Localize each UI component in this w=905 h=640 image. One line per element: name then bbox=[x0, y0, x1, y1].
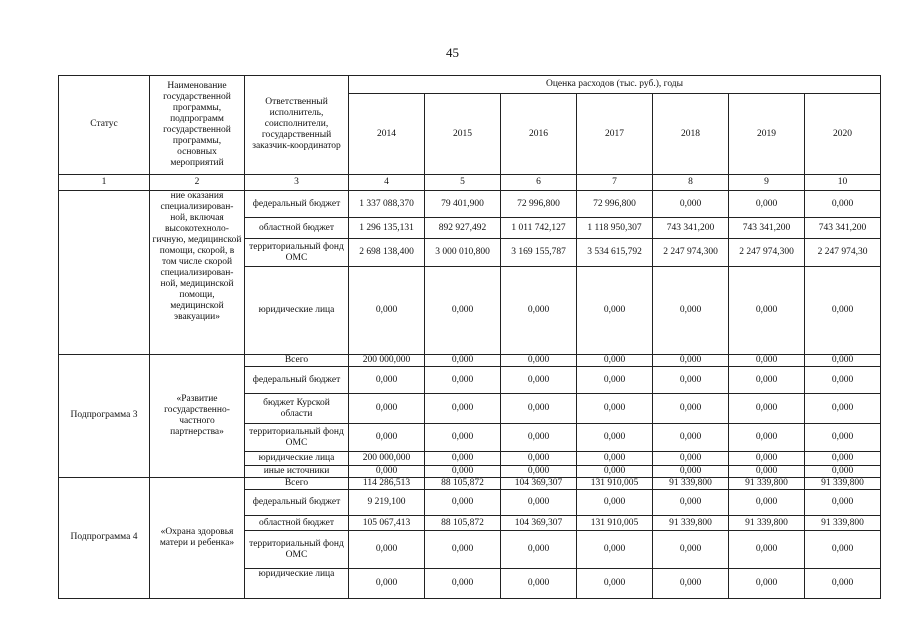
value-cell: 743 341,200 bbox=[653, 218, 729, 238]
table-row bbox=[59, 477, 881, 489]
source-label: юридические лица bbox=[245, 452, 349, 465]
value-cell: 0,000 bbox=[425, 465, 501, 477]
block1-status bbox=[59, 190, 150, 354]
value-cell: 0,000 bbox=[805, 190, 881, 217]
value-cell: 0,000 bbox=[805, 452, 881, 465]
value-cell: 0,000 bbox=[729, 366, 805, 393]
value-cell: 0,000 bbox=[501, 465, 577, 477]
value-cell: 0,000 bbox=[653, 452, 729, 465]
value-cell: 0,000 bbox=[729, 354, 805, 366]
header-year: 2015 bbox=[425, 94, 501, 174]
value-cell: 0,000 bbox=[425, 530, 501, 569]
value-cell: 88 105,872 bbox=[425, 516, 501, 530]
value-cell: 0,000 bbox=[349, 530, 425, 569]
value-cell: 0,000 bbox=[425, 490, 501, 516]
header-name: Наименование государственной программы, подпрограмм государственной программы, основных мероприятий bbox=[150, 76, 245, 175]
value-cell: 91 339,800 bbox=[653, 516, 729, 530]
value-cell: 0,000 bbox=[729, 490, 805, 516]
value-cell: 0,000 bbox=[653, 569, 729, 599]
value-cell: 200 000,000 bbox=[349, 452, 425, 465]
value-cell: 0,000 bbox=[425, 366, 501, 393]
value-cell: 0,000 bbox=[349, 366, 425, 393]
header-year: 2019 bbox=[729, 94, 805, 174]
value-cell: 2 247 974,300 bbox=[653, 238, 729, 266]
block2-status: Подпрограмма 3 bbox=[59, 354, 150, 477]
value-cell: 0,000 bbox=[653, 530, 729, 569]
value-cell: 72 996,800 bbox=[577, 190, 653, 217]
value-cell: 3 169 155,787 bbox=[501, 238, 577, 266]
value-cell: 0,000 bbox=[653, 354, 729, 366]
value-cell: 0,000 bbox=[501, 267, 577, 355]
value-cell: 2 247 974,30 bbox=[805, 238, 881, 266]
value-cell: 0,000 bbox=[577, 569, 653, 599]
value-cell: 0,000 bbox=[729, 190, 805, 217]
column-number: 8 bbox=[653, 174, 729, 190]
value-cell: 0,000 bbox=[501, 354, 577, 366]
value-cell: 743 341,200 bbox=[729, 218, 805, 238]
value-cell: 0,000 bbox=[653, 366, 729, 393]
value-cell: 72 996,800 bbox=[501, 190, 577, 217]
column-number: 5 bbox=[425, 174, 501, 190]
value-cell: 0,000 bbox=[653, 190, 729, 217]
value-cell: 0,000 bbox=[349, 465, 425, 477]
table-row bbox=[59, 354, 881, 366]
value-cell: 0,000 bbox=[425, 569, 501, 599]
source-label: областной бюджет bbox=[245, 516, 349, 530]
value-cell: 0,000 bbox=[577, 530, 653, 569]
value-cell: 0,000 bbox=[577, 267, 653, 355]
source-label: территориальный фонд ОМС bbox=[245, 530, 349, 569]
value-cell: 3 534 615,792 bbox=[577, 238, 653, 266]
value-cell: 105 067,413 bbox=[349, 516, 425, 530]
source-label: бюджет Курской области bbox=[245, 394, 349, 424]
source-label: федеральный бюджет bbox=[245, 366, 349, 393]
value-cell: 200 000,000 bbox=[349, 354, 425, 366]
value-cell: 0,000 bbox=[729, 394, 805, 424]
column-number: 9 bbox=[729, 174, 805, 190]
value-cell: 2 247 974,300 bbox=[729, 238, 805, 266]
source-label: Всего bbox=[245, 477, 349, 489]
value-cell: 0,000 bbox=[805, 465, 881, 477]
value-cell: 79 401,900 bbox=[425, 190, 501, 217]
value-cell: 0,000 bbox=[805, 394, 881, 424]
value-cell: 0,000 bbox=[349, 423, 425, 451]
header-year: 2014 bbox=[349, 94, 425, 174]
source-label: территориальный фонд ОМС bbox=[245, 423, 349, 451]
column-number: 2 bbox=[150, 174, 245, 190]
value-cell: 91 339,800 bbox=[653, 477, 729, 489]
value-cell: 0,000 bbox=[805, 530, 881, 569]
value-cell: 1 296 135,131 bbox=[349, 218, 425, 238]
value-cell: 0,000 bbox=[729, 267, 805, 355]
value-cell: 9 219,100 bbox=[349, 490, 425, 516]
value-cell: 0,000 bbox=[425, 452, 501, 465]
value-cell: 114 286,513 bbox=[349, 477, 425, 489]
column-number: 6 bbox=[501, 174, 577, 190]
value-cell: 0,000 bbox=[577, 354, 653, 366]
value-cell: 104 369,307 bbox=[501, 516, 577, 530]
value-cell: 0,000 bbox=[653, 423, 729, 451]
value-cell: 0,000 bbox=[577, 394, 653, 424]
header-year: 2018 bbox=[653, 94, 729, 174]
value-cell: 0,000 bbox=[501, 394, 577, 424]
header-status: Статус bbox=[59, 76, 150, 175]
value-cell: 0,000 bbox=[349, 569, 425, 599]
value-cell: 0,000 bbox=[805, 366, 881, 393]
header-costs-title: Оценка расходов (тыс. руб.), годы bbox=[349, 76, 881, 94]
value-cell: 0,000 bbox=[653, 490, 729, 516]
column-number: 7 bbox=[577, 174, 653, 190]
value-cell: 0,000 bbox=[805, 267, 881, 355]
block1-name: ние оказания специализирован-ной, включая высокотехноло-гичную, медицинской помощи, скорой, в том числе скорой специализирован-ной, медицинской помощи, медицинской эвакуации» bbox=[150, 190, 245, 354]
column-number: 4 bbox=[349, 174, 425, 190]
value-cell: 0,000 bbox=[501, 452, 577, 465]
value-cell: 0,000 bbox=[577, 452, 653, 465]
source-label: юридические лица bbox=[245, 569, 349, 599]
value-cell: 0,000 bbox=[425, 394, 501, 424]
header-year: 2017 bbox=[577, 94, 653, 174]
value-cell: 0,000 bbox=[349, 394, 425, 424]
value-cell: 0,000 bbox=[729, 530, 805, 569]
budget-table bbox=[58, 75, 881, 599]
source-label: областной бюджет bbox=[245, 218, 349, 238]
value-cell: 0,000 bbox=[577, 465, 653, 477]
header-responsible: Ответственный исполнитель, соисполнители, государственный заказчик-координатор bbox=[245, 76, 349, 175]
source-label: федеральный бюджет bbox=[245, 190, 349, 217]
column-number: 1 bbox=[59, 174, 150, 190]
value-cell: 3 000 010,800 bbox=[425, 238, 501, 266]
value-cell: 892 927,492 bbox=[425, 218, 501, 238]
source-label: Всего bbox=[245, 354, 349, 366]
value-cell: 0,000 bbox=[729, 423, 805, 451]
value-cell: 0,000 bbox=[577, 490, 653, 516]
value-cell: 0,000 bbox=[349, 267, 425, 355]
value-cell: 0,000 bbox=[653, 465, 729, 477]
value-cell: 0,000 bbox=[501, 569, 577, 599]
block2-name: «Развитие государственно-частного партнерства» bbox=[150, 354, 245, 477]
block3-status: Подпрограмма 4 bbox=[59, 477, 150, 598]
column-number: 3 bbox=[245, 174, 349, 190]
value-cell: 0,000 bbox=[805, 490, 881, 516]
value-cell: 0,000 bbox=[501, 530, 577, 569]
value-cell: 0,000 bbox=[729, 569, 805, 599]
source-label: иные источники bbox=[245, 465, 349, 477]
source-label: федеральный бюджет bbox=[245, 490, 349, 516]
value-cell: 131 910,005 bbox=[577, 516, 653, 530]
value-cell: 0,000 bbox=[501, 366, 577, 393]
value-cell: 0,000 bbox=[425, 354, 501, 366]
value-cell: 91 339,800 bbox=[729, 516, 805, 530]
value-cell: 0,000 bbox=[577, 366, 653, 393]
value-cell: 743 341,200 bbox=[805, 218, 881, 238]
value-cell: 91 339,800 bbox=[729, 477, 805, 489]
value-cell: 131 910,005 bbox=[577, 477, 653, 489]
value-cell: 2 698 138,400 bbox=[349, 238, 425, 266]
value-cell: 0,000 bbox=[501, 423, 577, 451]
value-cell: 1 011 742,127 bbox=[501, 218, 577, 238]
value-cell: 0,000 bbox=[653, 394, 729, 424]
value-cell: 1 118 950,307 bbox=[577, 218, 653, 238]
value-cell: 91 339,800 bbox=[805, 516, 881, 530]
value-cell: 0,000 bbox=[425, 423, 501, 451]
value-cell: 0,000 bbox=[577, 423, 653, 451]
table-row bbox=[59, 190, 881, 217]
value-cell: 91 339,800 bbox=[805, 477, 881, 489]
value-cell: 0,000 bbox=[805, 423, 881, 451]
value-cell: 0,000 bbox=[805, 354, 881, 366]
value-cell: 104 369,307 bbox=[501, 477, 577, 489]
source-label: юридические лица bbox=[245, 267, 349, 355]
source-label: территориальный фонд ОМС bbox=[245, 238, 349, 266]
header-year: 2016 bbox=[501, 94, 577, 174]
page-number: 45 bbox=[446, 45, 459, 60]
value-cell: 0,000 bbox=[653, 267, 729, 355]
header-year: 2020 bbox=[805, 94, 881, 174]
value-cell: 0,000 bbox=[501, 490, 577, 516]
column-number: 10 bbox=[805, 174, 881, 190]
value-cell: 0,000 bbox=[729, 465, 805, 477]
column-number-row bbox=[59, 174, 881, 190]
block3-name: «Охрана здоровья матери и ребенка» bbox=[150, 477, 245, 598]
value-cell: 0,000 bbox=[425, 267, 501, 355]
value-cell: 0,000 bbox=[729, 452, 805, 465]
value-cell: 1 337 088,370 bbox=[349, 190, 425, 217]
value-cell: 0,000 bbox=[805, 569, 881, 599]
value-cell: 88 105,872 bbox=[425, 477, 501, 489]
